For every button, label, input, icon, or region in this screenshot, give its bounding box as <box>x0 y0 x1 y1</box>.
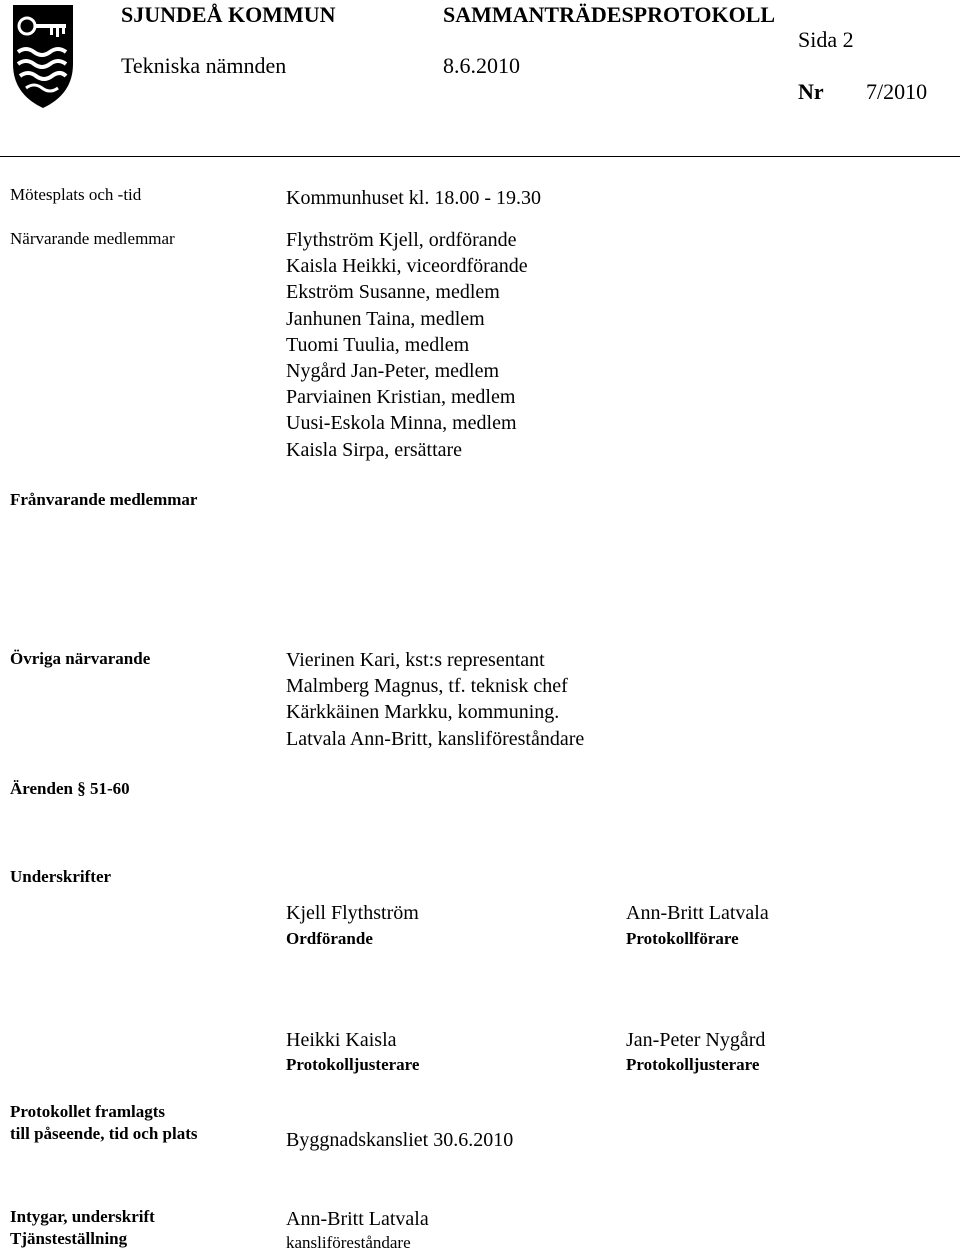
matters-label: Ärenden § 51-60 <box>10 779 130 798</box>
present-member: Kaisla Heikki, viceordförande <box>286 255 528 278</box>
municipality-name: SJUNDEÅ KOMMUN <box>121 2 336 27</box>
absent-members-label: Frånvarande medlemmar <box>10 490 198 509</box>
chair-role: Ordförande <box>286 929 373 948</box>
protocol-nr-label: Nr <box>798 79 824 104</box>
certificate-title: kansliföreståndare <box>286 1233 411 1252</box>
checker1-role: Protokolljusterare <box>286 1055 420 1074</box>
secretary-role: Protokollförare <box>626 929 739 948</box>
displayed-label-line2: till påseende, tid och plats <box>10 1124 198 1143</box>
meeting-place-value: Kommunhuset kl. 18.00 - 19.30 <box>286 187 541 209</box>
checker1-name: Heikki Kaisla <box>286 1029 397 1051</box>
present-member: Flythström Kjell, ordförande <box>286 229 517 251</box>
protocol-nr-value: 7/2010 <box>866 79 928 104</box>
displayed-label-line1: Protokollet framlagts <box>10 1102 166 1121</box>
other-present-person: Kärkkäinen Markku, kommuning. <box>286 701 560 724</box>
others-present-label: Övriga närvarande <box>10 649 151 668</box>
certificate-name: Ann-Britt Latvala <box>286 1208 429 1230</box>
chair-name: Kjell Flythström <box>286 902 419 924</box>
document-type: SAMMANTRÄDESPROTOKOLL <box>443 2 776 27</box>
present-member: Parviainen Kristian, medlem <box>286 386 516 409</box>
present-member: Ekström Susanne, medlem <box>286 281 500 304</box>
certificate-label-line2: Tjänsteställning <box>10 1229 128 1248</box>
present-members-list <box>286 227 528 463</box>
certificate-label-line1: Intygar, underskrift <box>10 1207 155 1226</box>
present-member: Nygård Jan-Peter, medlem <box>286 359 500 382</box>
present-member: Kaisla Sirpa, ersättare <box>286 438 463 461</box>
secretary-name: Ann-Britt Latvala <box>626 902 769 924</box>
checker2-name: Jan-Peter Nygård <box>626 1029 766 1051</box>
other-present-person: Latvala Ann-Britt, kansliföreståndare <box>286 727 585 750</box>
signatures-label: Underskrifter <box>10 867 112 886</box>
other-present-person: Malmberg Magnus, tf. teknisk chef <box>286 675 568 698</box>
present-member: Tuomi Tuulia, medlem <box>286 333 470 356</box>
checker2-role: Protokolljusterare <box>626 1055 760 1074</box>
meeting-place-label: Mötesplats och -tid <box>10 185 142 204</box>
displayed-value: Byggnadskansliet 30.6.2010 <box>286 1129 514 1151</box>
municipality-coat-of-arms <box>10 2 76 110</box>
present-members-label: Närvarande medlemmar <box>10 229 175 248</box>
committee-name: Tekniska nämnden <box>121 53 287 78</box>
other-present-person: Vierinen Kari, kst:s representant <box>286 649 545 671</box>
meeting-date: 8.6.2010 <box>443 53 520 78</box>
present-member: Uusi-Eskola Minna, medlem <box>286 412 517 435</box>
present-member: Janhunen Taina, medlem <box>286 307 485 330</box>
header-divider <box>0 156 960 157</box>
others-present-list <box>286 647 584 752</box>
page-number: Sida 2 <box>798 27 854 52</box>
